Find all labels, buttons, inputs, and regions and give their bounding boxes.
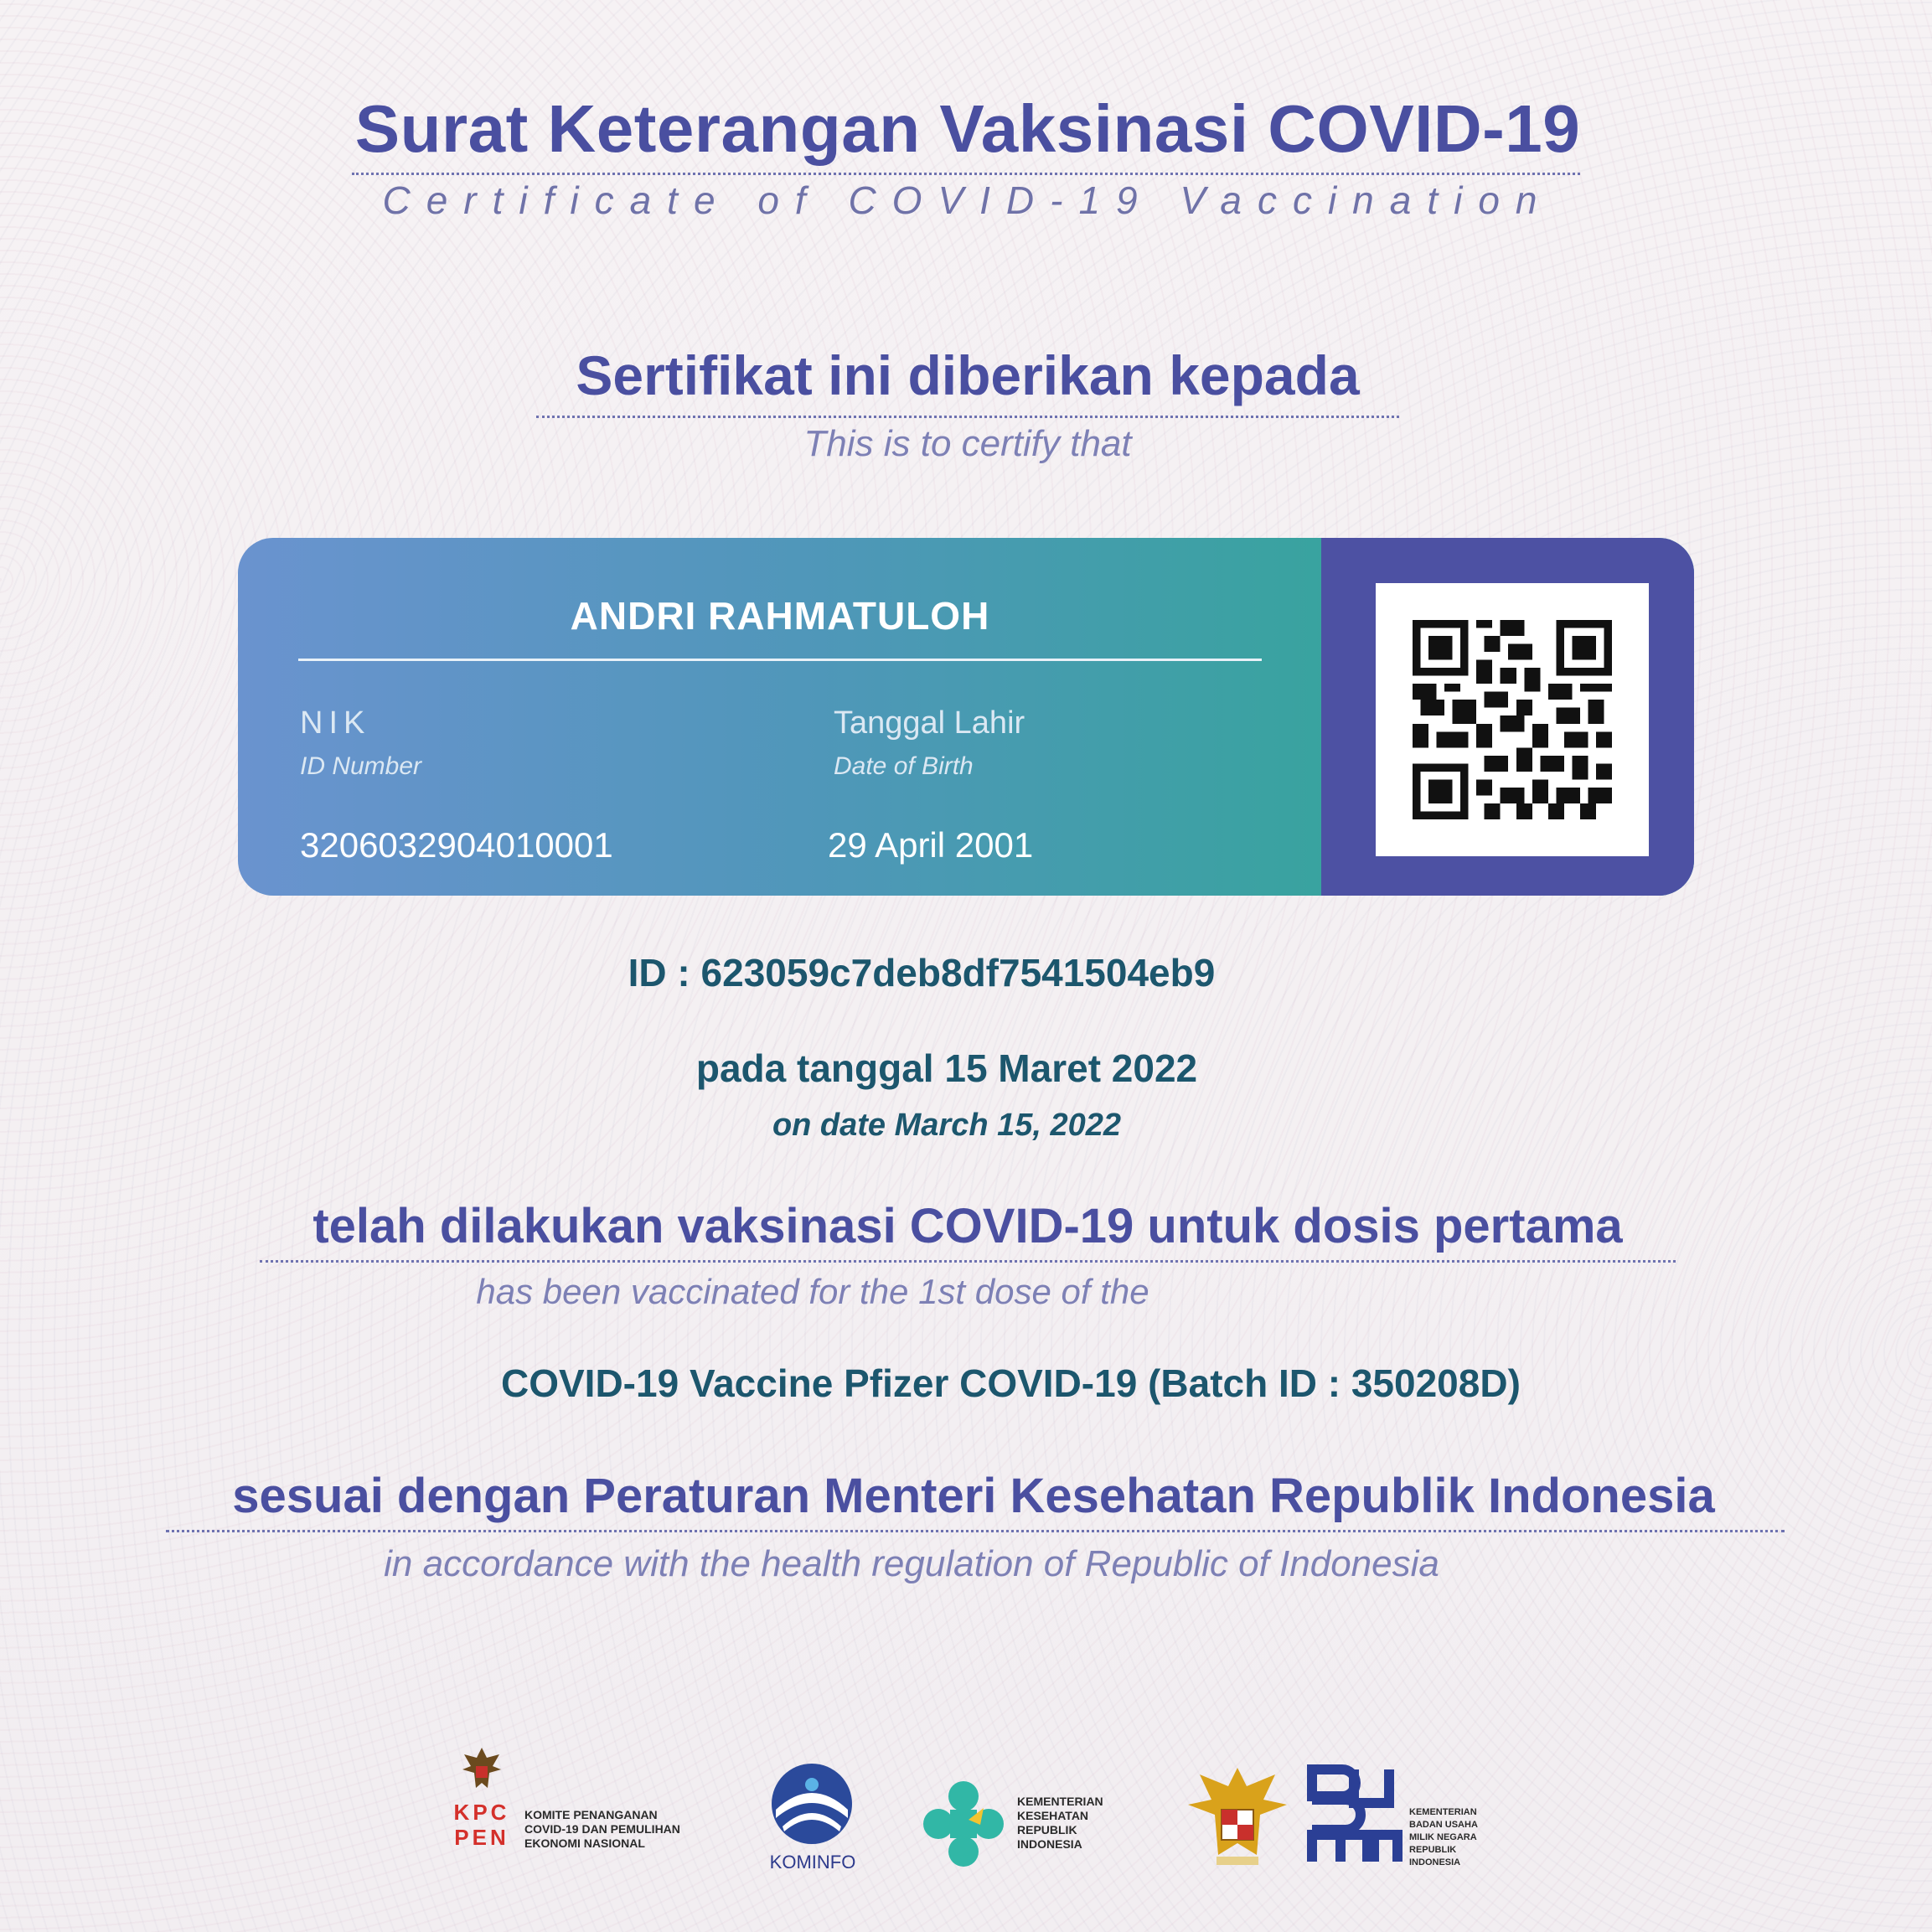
kemkes-text: [1017, 1795, 1103, 1852]
nik-label: NIK: [300, 705, 371, 741]
bumn-line: MILIK NEGARA: [1409, 1832, 1477, 1842]
bumn-line: REPUBLIK: [1409, 1845, 1457, 1855]
kemkes-line: KEMENTERIAN: [1017, 1795, 1103, 1808]
certify-subheading: This is to certify that: [803, 423, 1132, 464]
kemkes-line: INDONESIA: [1017, 1837, 1082, 1851]
qr-code-container: [1376, 583, 1649, 856]
vaccination-statement: telah dilakukan vaksinasi COVID-19 untuk dosis pertama: [313, 1199, 1623, 1253]
bumn-line: BADAN USAHA: [1409, 1820, 1478, 1830]
dob-sublabel: Date of Birth: [834, 752, 974, 780]
kemkes-line: REPUBLIK: [1017, 1823, 1077, 1836]
garuda-small-icon: [459, 1744, 504, 1795]
regulation-statement-en: in accordance with the health regulation of Republic of Indonesia: [384, 1543, 1439, 1584]
certify-heading: Sertifikat ini diberikan kepada: [576, 344, 1360, 406]
nik-sublabel: ID Number: [300, 752, 422, 780]
kpcpen-mark-top: KPC: [453, 1800, 510, 1825]
vaccination-divider: [260, 1260, 1676, 1263]
nik-value: 3206032904010001: [300, 825, 613, 865]
kpcpen-line: EKONOMI NASIONAL: [524, 1836, 645, 1850]
kemkes-logo-icon: [920, 1778, 1007, 1870]
dob-label: Tanggal Lahir: [834, 705, 1025, 741]
kominfo-logo-icon: [767, 1759, 856, 1848]
bumn-line: KEMENTERIAN: [1409, 1807, 1477, 1817]
kominfo-wordmark: KOMINFO: [769, 1852, 856, 1873]
holder-name: ANDRI RAHMATULOH: [570, 594, 990, 638]
vaccination-statement-en: has been vaccinated for the 1st dose of the: [476, 1272, 1149, 1311]
kpcpen-line: COVID-19 DAN PEMULIHAN: [524, 1822, 680, 1836]
qr-code-icon: [1413, 620, 1612, 819]
kpcpen-line: KOMITE PENANGANAN: [524, 1808, 658, 1821]
bumn-text: [1409, 1806, 1478, 1869]
vaccination-date-en: on date March 15, 2022: [772, 1108, 1122, 1143]
dob-value: 29 April 2001: [828, 825, 1034, 865]
garuda-pancasila-icon: [1183, 1763, 1292, 1877]
certificate-title: Surat Keterangan Vaksinasi COVID-19: [354, 91, 1581, 166]
vaccine-info: COVID-19 Vaccine Pfizer COVID-19 (Batch ID : 350208D): [501, 1361, 1521, 1405]
certify-divider: [536, 416, 1399, 418]
certificate-id: ID : 623059c7deb8df7541504eb9: [628, 951, 1216, 994]
regulation-divider: [166, 1530, 1785, 1532]
kpcpen-mark-bottom: PEN: [454, 1825, 509, 1850]
bumn-logo-icon: [1305, 1763, 1403, 1868]
kpcpen-logo: [449, 1800, 514, 1865]
kemkes-line: KESEHATAN: [1017, 1809, 1089, 1822]
certificate-subtitle: Certificate of COVID-19 Vaccination: [382, 178, 1553, 222]
kpcpen-text: [524, 1808, 680, 1851]
title-divider: [352, 173, 1580, 175]
name-divider: [298, 659, 1262, 661]
vaccination-date: pada tanggal 15 Maret 2022: [695, 1046, 1198, 1090]
regulation-statement: sesuai dengan Peraturan Menteri Kesehatan Republik Indonesia: [232, 1469, 1715, 1523]
bumn-line: INDONESIA: [1409, 1857, 1461, 1867]
